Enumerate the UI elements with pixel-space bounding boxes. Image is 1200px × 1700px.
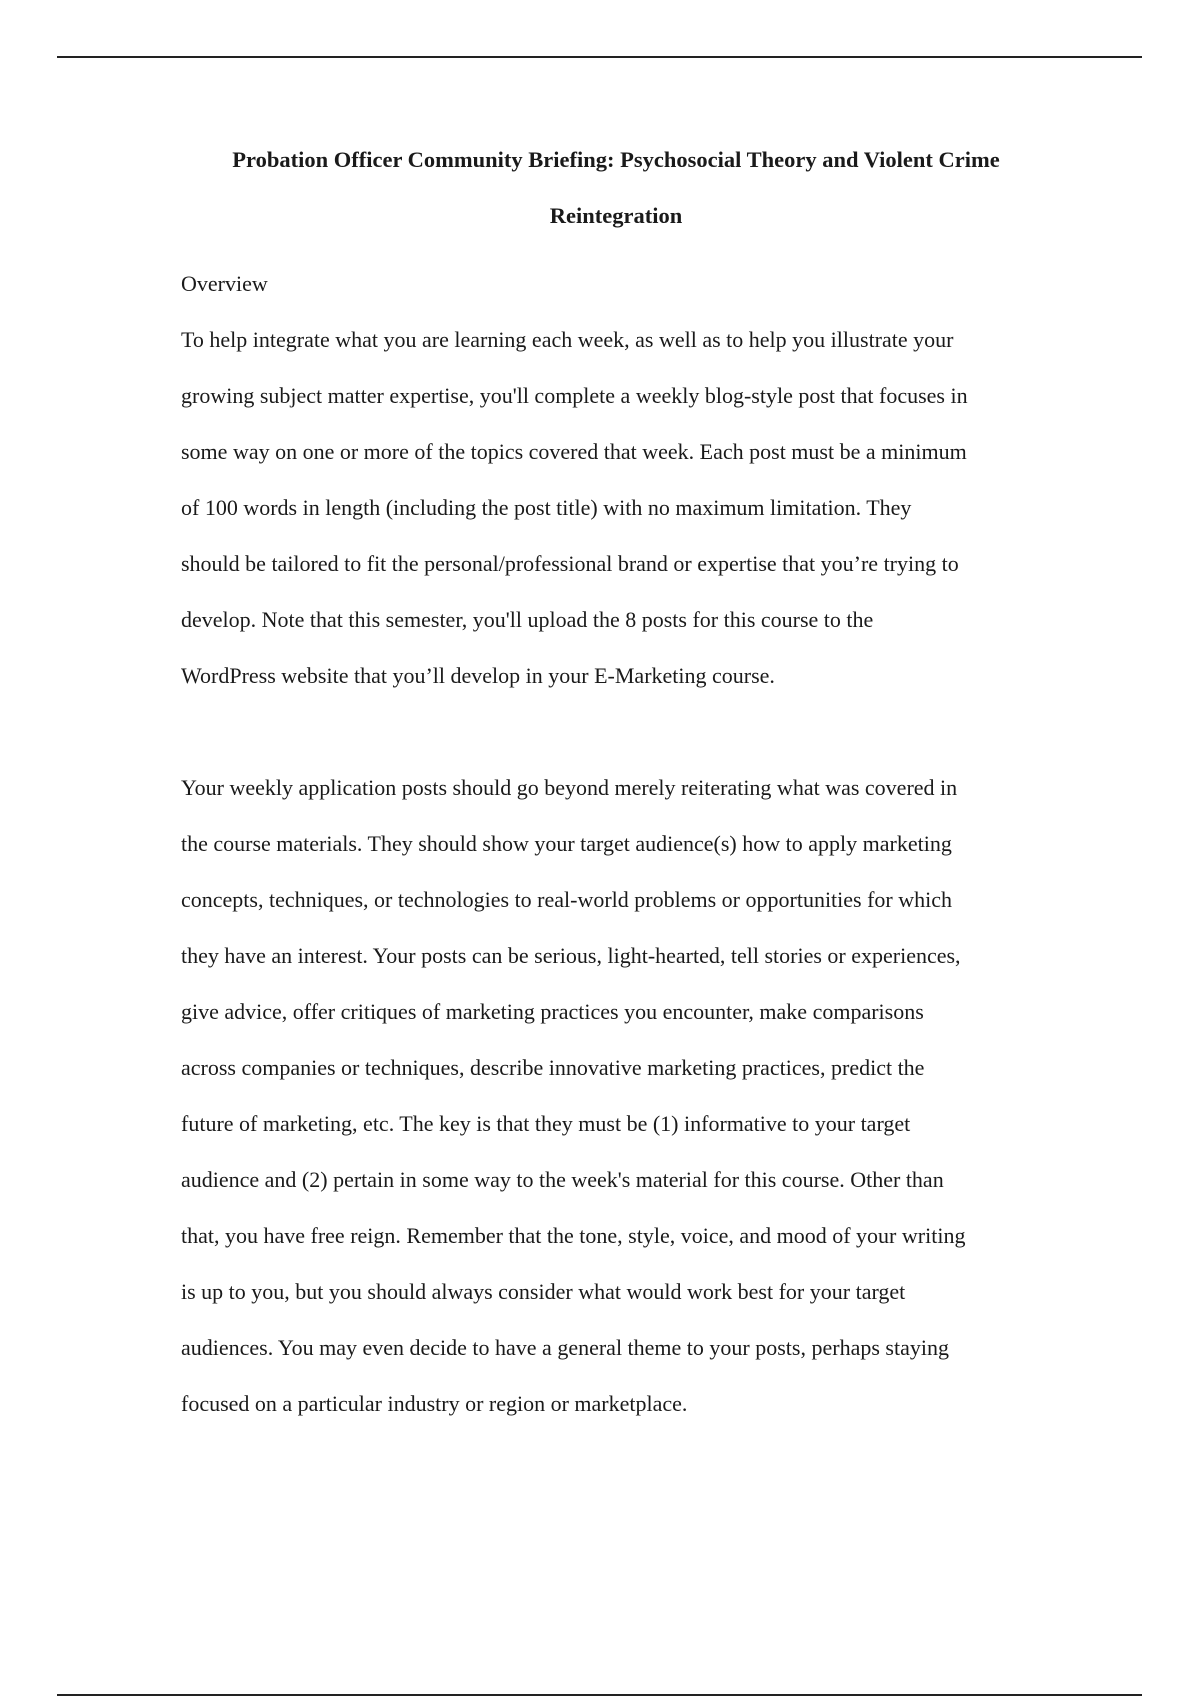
text-line: should be tailored to fit the personal/professional brand or expertise that you’re trying to [181,551,959,576]
text-line: is up to you, but you should always consider what would work best for your target [181,1279,906,1304]
text-line: develop. Note that this semester, you'll upload the 8 posts for this course to the [181,607,874,632]
text-line: that, you have free reign. Remember that the tone, style, voice, and mood of your writing [181,1223,966,1248]
footer-rule [57,1694,1142,1696]
text-line: concepts, techniques, or technologies to real-world problems or opportunities for which [181,887,953,912]
text-line: To help integrate what you are learning each week, as well as to help you illustrate your [181,327,954,352]
paragraph-intro [181,312,1061,704]
paragraph-application-posts [181,760,1061,1432]
text-line: WordPress website that you’ll develop in your E-Marketing course. [181,663,775,688]
text-line: growing subject matter expertise, you'll complete a weekly blog-style post that focuses in [181,383,968,408]
text-line: Your weekly application posts should go beyond merely reiterating what was covered in [181,775,958,800]
document-title [181,132,1051,244]
text-line: future of marketing, etc. The key is that they must be (1) informative to your target [181,1111,911,1136]
text-line: audiences. You may even decide to have a general theme to your posts, perhaps staying [181,1335,949,1360]
text-line: focused on a particular industry or region or marketplace. [181,1391,688,1416]
text-line: of 100 words in length (including the post title) with no maximum limitation. They [181,495,912,520]
document-body [181,132,1061,1432]
text-line: the course materials. They should show your target audience(s) how to apply marketing [181,831,952,856]
title-line: Reintegration [549,203,683,228]
text-line: some way on one or more of the topics covered that week. Each post must be a minimum [181,439,967,464]
text-line: they have an interest. Your posts can be serious, light-hearted, tell stories or experiences, [181,943,961,968]
section-heading-overview: Overview [181,271,268,296]
text-line: give advice, offer critiques of marketing practices you encounter, make comparisons [181,999,924,1024]
text-line: audience and (2) pertain in some way to the week's material for this course. Other than [181,1167,944,1192]
title-line: Probation Officer Community Briefing: Psychosocial Theory and Violent Crime [232,147,1000,172]
header-rule [57,56,1142,58]
text-line: across companies or techniques, describe innovative marketing practices, predict the [181,1055,925,1080]
